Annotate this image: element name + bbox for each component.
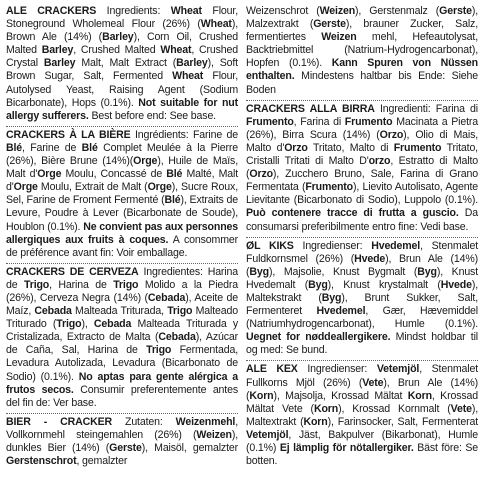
allergen-text: Byg bbox=[417, 265, 437, 278]
ingredient-text: Molido a la Piedra (26%), Cerveza Negra (14%) ( bbox=[6, 278, 239, 304]
ingredient-text: ), Brun Ale (14%)( bbox=[246, 252, 478, 278]
allergen-text: Uegnet for nøddeallergikere. bbox=[246, 331, 391, 344]
ingredient-text: ), Malzextrakt ( bbox=[246, 5, 478, 31]
allergen-text: BIER - CRACKER bbox=[6, 415, 112, 428]
allergen-text: Korn bbox=[313, 402, 339, 415]
allergen-text: No aptas para gente alérgica a frutos secos. bbox=[6, 370, 238, 396]
ingredient-text: Complet Meulée à la Pierre (26%), Bière Brune (14%)( bbox=[6, 141, 238, 168]
allergen-text: Weizenmehl bbox=[175, 415, 236, 428]
ingredient-text: ), Maltextrakt ( bbox=[246, 402, 478, 428]
ingredient-text: , Stenmalet Fullkorns Mjöl (26%) ( bbox=[246, 363, 478, 389]
ingredient-text: ), dunkles Bier (14%) ( bbox=[6, 428, 238, 454]
allergen-text: Frumento bbox=[393, 141, 442, 154]
ingredient-text: ), Corn Oil, Crushed Malted bbox=[6, 31, 238, 57]
ingredient-text: , Harina de bbox=[49, 278, 114, 291]
ingredient-text: ), Gerstenmalz ( bbox=[355, 5, 440, 17]
ingredients-crackers-a-la-biere-fr bbox=[6, 128, 238, 262]
allergen-text: Blé bbox=[81, 141, 98, 154]
ingredients-ale-crackers-en bbox=[6, 4, 238, 125]
ingredient-text: Best before end: See base. bbox=[88, 109, 216, 122]
ingredient-text: Moulu, Concassé de bbox=[61, 168, 167, 181]
ingredient-text: mehl, Hefeautolysat, Backtriebmittel (Natrium-Hydrogencarbonat), Hopfen (0.1%). bbox=[246, 31, 478, 70]
ingredient-text: Ingredienti: Farina di bbox=[374, 102, 478, 115]
ingredient-text: Malt, Malt Extract ( bbox=[75, 57, 177, 70]
ingredient-text: , Krossad Mältat Vete ( bbox=[246, 389, 478, 415]
allergen-text: CRACKERS ALLA BIRRA bbox=[246, 102, 375, 115]
ingredient-text: Malteado Triturado ( bbox=[6, 305, 238, 331]
allergen-text: Wheat bbox=[200, 18, 232, 31]
allergen-text: Orzo bbox=[284, 141, 308, 154]
ingredient-text: Fermentada, Levadura Autolizada, Levadura (Bicarbonato de Sodio) (0.1%). bbox=[6, 344, 238, 383]
section-divider bbox=[6, 413, 238, 414]
allergen-text: Può contenere tracce di frutta a guscio. bbox=[246, 207, 459, 220]
ingredients-crackers-alla-birra-it bbox=[246, 102, 478, 236]
allergen-text: Orge bbox=[13, 181, 38, 194]
ingredient-text: Da consumarsi preferibilmente entro fine: Vedi base. bbox=[246, 207, 478, 233]
ingredient-text: ), Brun Ale (14%) ( bbox=[246, 376, 478, 402]
allergen-text: Vetemjöl bbox=[246, 428, 289, 441]
allergen-text: Cebada bbox=[34, 305, 72, 318]
ingredient-text: Malteada Triturada, bbox=[71, 305, 168, 318]
allergen-text: Gerste bbox=[313, 18, 346, 31]
ingredients-crackers-de-cerveza-es bbox=[6, 265, 238, 412]
ingredient-text: A consommer de préférence avant fin: Voir emballage. bbox=[6, 233, 238, 259]
ingredient-text: Moulu, Extrait de Malt ( bbox=[37, 181, 148, 194]
ingredient-text: ), brauner Zucker, Salz, fermentiertes bbox=[246, 18, 478, 44]
ingredients-ale-kex-sv bbox=[246, 362, 478, 470]
allergen-text: Hvedemel bbox=[371, 239, 421, 252]
allergen-text: Byg bbox=[321, 291, 342, 304]
allergen-text: ØL KIKS bbox=[246, 239, 294, 252]
ingredient-text: ), Azúcar de Caña, Sal, Harina de bbox=[6, 331, 238, 357]
ingredients-ol-kiks-da bbox=[246, 239, 478, 360]
ingredient-text: ), Knust krystalmalt ( bbox=[327, 278, 441, 291]
allergen-text: Barley bbox=[41, 44, 74, 57]
allergen-text: CRACKERS À LA BIÈRE bbox=[6, 128, 131, 141]
ingredient-text: Mindst holdbar til og med: Se bund. bbox=[246, 331, 478, 357]
ingredient-text: , Vollkornmehl steingemahlen (26%) ( bbox=[6, 415, 238, 441]
ingredient-text: , Stenmalet Fuldkornsmel (26%) ( bbox=[246, 239, 478, 265]
ingredient-text: ), Aceite de Maíz, bbox=[6, 291, 238, 318]
section-divider bbox=[246, 237, 478, 238]
ingredient-text: , Crushed Crystal bbox=[6, 44, 238, 70]
allergen-text: Trigo bbox=[113, 278, 139, 291]
ingredient-text: Mindestens haltbar bis Ende: Siehe Boden bbox=[246, 70, 478, 96]
allergen-text: Byg bbox=[308, 278, 328, 291]
ingredient-text: , Estratto di Malto ( bbox=[246, 155, 479, 181]
allergen-text: Hvede bbox=[440, 278, 472, 291]
allergen-text: Korn bbox=[249, 389, 274, 402]
ingredient-text: ), Extraits de Levure, Poudre à Lever (Bicarbonate de Soude), Houblon (0.1%). bbox=[6, 194, 238, 233]
ingredient-text: Ingredienser: bbox=[297, 363, 377, 376]
allergen-text: Hvedemel bbox=[316, 305, 366, 318]
allergen-text: Weizen bbox=[321, 31, 357, 44]
allergen-text: Not suitable for nut allergy sufferers. bbox=[6, 96, 238, 122]
allergen-text: orzo bbox=[368, 155, 391, 168]
ingredient-text: Tritato, Malto di bbox=[307, 141, 394, 154]
allergen-text: Blé bbox=[6, 141, 23, 154]
ingredients-bier-cracker-de-cont bbox=[246, 4, 478, 99]
ingredient-text: Zutaten: bbox=[112, 415, 176, 428]
ingredient-text: ), Majsolja, Krossad Mältat bbox=[273, 389, 408, 402]
ingredient-text: Macinata a Pietra (26%), Birra Scura (14%) ( bbox=[246, 115, 478, 141]
allergen-text: Vetemjöl bbox=[376, 363, 420, 376]
allergen-text: Orge bbox=[133, 155, 158, 168]
ingredient-text: ), Olio di Mais, Malto d' bbox=[246, 128, 479, 154]
ingredient-text: Consumir preferentemente antes del fin de: Ver base. bbox=[6, 383, 238, 409]
allergen-text: Gerste bbox=[109, 442, 142, 454]
ingredient-text: , Gær, Hævemiddel (Natriumhydrogencarbonat), Humle (0.1%). bbox=[246, 305, 478, 331]
ingredient-text: ), Farinsocker, Salt, Fermenterat bbox=[327, 415, 478, 428]
allergen-text: Frumento bbox=[305, 181, 354, 194]
allergen-text: Trigo bbox=[146, 344, 172, 357]
allergen-text: Hvede bbox=[354, 252, 386, 265]
allergen-text: Wheat bbox=[160, 44, 192, 57]
ingredient-text: ), Brunt Sukker, Salt, Fermenteret bbox=[246, 291, 478, 318]
ingredient-text: Tritato, Cristalli Tritati di Malto D' bbox=[246, 141, 478, 168]
allergen-text: Orzo bbox=[379, 128, 404, 141]
ingredient-text: ), Huile de Maïs, Malt d' bbox=[6, 155, 238, 181]
ingredient-text: Malté, Malt d' bbox=[6, 168, 238, 194]
allergen-text: Ej lämplig för nötallergiker. bbox=[279, 442, 414, 454]
section-divider bbox=[6, 263, 238, 264]
ingredient-text: ), Krossad Kornmalt ( bbox=[338, 402, 451, 415]
ingredient-text: Flour, Autolysed Yeast, Raising Agent (Sodium Bicarbonate), Hops (0.1%). bbox=[6, 70, 238, 109]
ingredient-text: , Farina di bbox=[293, 115, 345, 128]
section-divider bbox=[246, 360, 478, 361]
allergen-text: Trigo bbox=[167, 305, 193, 318]
allergen-text: Orzo bbox=[249, 168, 273, 181]
allergen-text: Byg bbox=[249, 265, 269, 278]
ingredient-text: Malteada Triturada y Cristalizada, Extracto de Malta ( bbox=[6, 318, 238, 344]
allergen-text: Blé bbox=[164, 194, 181, 207]
ingredient-text: ), Maltekstrakt ( bbox=[246, 278, 478, 304]
ingredient-text: Flour, Stoneground Wholemeal Flour (26%) ( bbox=[6, 5, 238, 31]
allergen-text: Cebada bbox=[158, 331, 196, 344]
ingredient-text: Ingredientes: Harina de bbox=[6, 265, 238, 291]
ingredient-text: ), Sucre Roux, Sel, Farine de Froment Fermenté ( bbox=[6, 181, 238, 207]
allergen-text: Korn bbox=[407, 389, 432, 402]
allergen-text: Barley bbox=[176, 57, 208, 70]
ingredient-text: ), Majsolie, Knust Bygmalt ( bbox=[268, 265, 418, 278]
allergen-text: CRACKERS DE CERVEZA bbox=[6, 265, 139, 278]
allergen-text: Orge bbox=[37, 168, 62, 181]
ingredient-text: Ingredients: bbox=[96, 5, 171, 17]
ingredient-text: Bäst före: Se botten. bbox=[246, 442, 478, 468]
right-column bbox=[246, 4, 478, 500]
allergen-text: Wheat bbox=[170, 5, 202, 17]
allergen-text: Frumento bbox=[246, 115, 294, 128]
ingredient-text: Ingredienser: bbox=[293, 239, 372, 252]
allergen-text: Cebada bbox=[147, 291, 186, 304]
ingredient-text: ), Lievito Autolisato, Agente Lievitante (Bicarbonato di Sodio), Luppolo (0.1%). bbox=[246, 181, 478, 207]
ingredient-text: , Jäst, Bakpulver (Bikarbonat), Humle (0.1%) bbox=[246, 428, 478, 454]
allergen-text: Frumento bbox=[344, 115, 393, 128]
allergen-text: Blé bbox=[166, 168, 183, 181]
allergen-text: Trigo bbox=[56, 318, 82, 331]
ingredient-text: , Farine de bbox=[22, 141, 82, 154]
allergen-text: Trigo bbox=[23, 278, 50, 291]
ingredient-text: ), Maisöl, gemalzter bbox=[141, 442, 238, 454]
ingredient-text: ), Zucchero Bruno, Sale, Farina di Grano Fermentata ( bbox=[246, 168, 478, 194]
allergen-text: Wheat bbox=[172, 70, 204, 83]
allergen-text: ALE CRACKERS bbox=[6, 5, 97, 17]
allergen-text: Weizen bbox=[319, 5, 356, 17]
ingredient-text: ), bbox=[81, 318, 94, 331]
ingredient-text: Weizenschrot ( bbox=[246, 5, 320, 17]
allergen-text: Orge bbox=[147, 181, 172, 194]
ingredient-text: ), Knust Hvedemalt ( bbox=[246, 265, 478, 291]
allergen-text: Ne convient pas aux personnes allergiques aux fruits à coques. bbox=[6, 220, 238, 246]
allergen-text: Weizen bbox=[196, 428, 232, 441]
allergen-text: Barley bbox=[43, 57, 76, 70]
section-divider bbox=[246, 100, 478, 101]
ingredients-bier-cracker-de bbox=[6, 415, 238, 470]
allergen-text: Cebada bbox=[93, 318, 132, 331]
ingredient-text: Ingrédients: Farine de bbox=[130, 128, 238, 141]
allergen-text: Gerste bbox=[439, 5, 472, 17]
ingredient-text: ), Soft Brown Sugar, Salt, Fermented bbox=[6, 57, 238, 83]
allergen-text: Kann Spuren von Nüssen enthalten. bbox=[246, 57, 478, 83]
ingredient-text: , Crushed Malted bbox=[73, 44, 161, 57]
section-divider bbox=[6, 126, 238, 127]
left-column bbox=[6, 4, 238, 500]
allergen-text: Vete bbox=[450, 402, 472, 415]
allergen-text: Gerstenschrot bbox=[6, 455, 77, 468]
ingredient-text: ), Brown Ale (14%) ( bbox=[6, 18, 238, 44]
allergen-text: ALE KEX bbox=[246, 363, 298, 376]
allergen-text: Barley bbox=[102, 31, 134, 44]
ingredient-text: , gemalzter bbox=[76, 455, 128, 468]
allergen-text: Korn bbox=[303, 415, 328, 428]
allergen-text: Vete bbox=[362, 376, 384, 389]
